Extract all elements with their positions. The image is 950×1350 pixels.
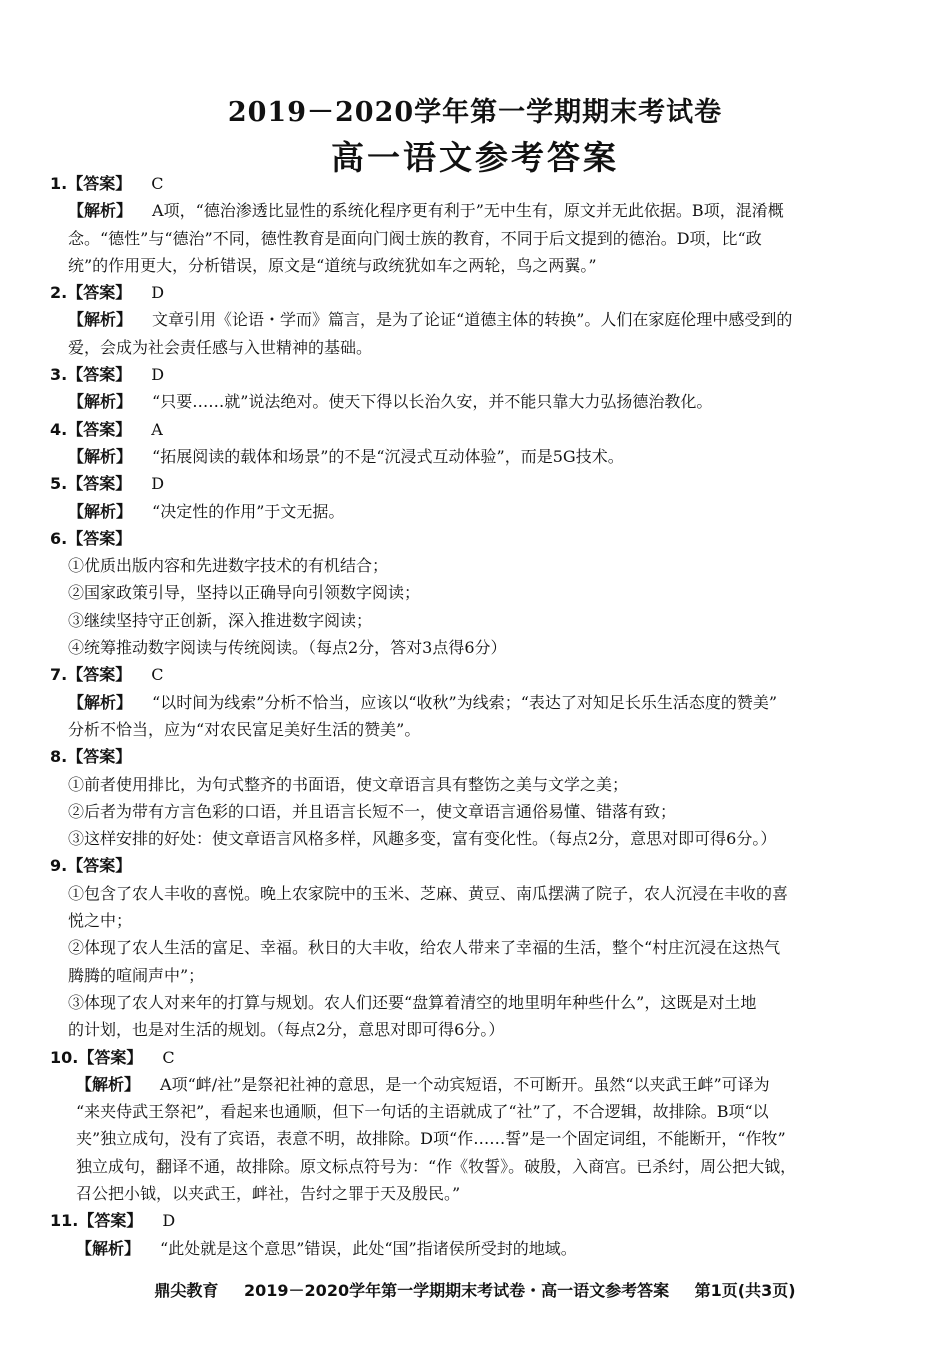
answer-label: 【答案】 <box>67 747 132 767</box>
answer-list <box>50 170 900 1262</box>
question-number: 5. <box>50 474 68 494</box>
answer-point: ③体现了农人对来年的打算与规划。农人们还要“盘算着清空的地里明年种些什么”，这既是对土地 <box>68 992 757 1012</box>
analysis-label: 【解析】 <box>68 201 133 221</box>
answer-choice: D <box>162 1211 176 1231</box>
question-number: 7. <box>50 665 68 685</box>
analysis-text: 统”的作用更大，分析错误，原文是“道统与政统犹如车之两轮，鸟之两翼。” <box>68 255 597 275</box>
analysis-line <box>50 306 900 333</box>
analysis-text: 念。“德性”与“德治”不同，德性教育是面向门阀士族的教育，不同于后文提到的德治。D项，比“政 <box>68 228 762 248</box>
analysis-text: “只要……就”说法绝对。使天下得以长治久安，并不能只靠大力弘扬德治教化。 <box>152 392 713 412</box>
answer-label: 【答案】 <box>67 474 132 494</box>
analysis-line <box>50 225 900 252</box>
answer-label: 【答案】 <box>78 1047 143 1067</box>
answer-label: 【答案】 <box>67 283 132 303</box>
analysis-line <box>50 1153 900 1180</box>
analysis-line <box>50 1098 900 1125</box>
answer-point: ①包含了农人丰收的喜悦。晚上农家院中的玉米、芝麻、黄豆、南瓜摆满了院子，农人沉浸在丰收的喜 <box>68 883 789 903</box>
question-number: 9. <box>50 856 68 876</box>
analysis-text: “决定性的作用”于文无据。 <box>152 501 345 521</box>
analysis-text: A项“衅/社”是祭祀社神的意思，是一个动宾短语，不可断开。虽然“以夹武王衅”可译为 <box>160 1074 770 1094</box>
question-answer-line <box>50 852 900 879</box>
answer-choice: D <box>151 474 165 494</box>
footer-publisher: 鼎尖教育 <box>154 1281 219 1300</box>
question-number: 8. <box>50 747 68 767</box>
analysis-line <box>50 252 900 279</box>
answer-label: 【答案】 <box>67 528 132 548</box>
question-answer-line <box>50 661 900 688</box>
answer-label: 【答案】 <box>67 174 132 193</box>
answer-point: ②国家政策引导，坚持以正确导向引领数字阅读； <box>68 583 421 603</box>
exam-title: 2019－2020学年第一学期期末考试卷 <box>227 97 723 128</box>
question-answer-line <box>50 170 900 197</box>
answer-point: 腾腾的喧闹声中”； <box>68 965 205 985</box>
analysis-text: 分析不恰当，应为“对农民富足美好生活的赞美”。 <box>68 719 421 739</box>
analysis-line <box>50 443 900 470</box>
analysis-label: 【解析】 <box>68 446 133 466</box>
analysis-text: “此处就是这个意思”错误，此处“国”指诸侯所受封的地域。 <box>160 1238 577 1258</box>
answer-label: 【答案】 <box>67 665 132 685</box>
question-answer-line <box>50 1207 900 1234</box>
answer-choice: D <box>151 283 165 303</box>
answer-point: ③这样安排的好处：使文章语言风格多样，风趣多变，富有变化性。（每点2分，意思对即可得6分。） <box>68 829 777 849</box>
answer-choice: C <box>162 1047 175 1067</box>
question-answer-line <box>50 1044 900 1071</box>
analysis-label: 【解析】 <box>68 392 133 412</box>
analysis-line <box>50 498 900 525</box>
analysis-line <box>50 334 900 361</box>
analysis-line <box>50 1180 900 1207</box>
analysis-line <box>50 197 900 224</box>
answer-key-title: 高一语文参考答案 <box>331 138 619 177</box>
question-answer-line <box>50 525 900 552</box>
answer-point: ②体现了农人生活的富足、幸福。秋日的大丰收，给农人带来了幸福的生活，整个“村庄沉浸在这热气 <box>68 938 781 958</box>
answer-point: 悦之中； <box>68 911 133 931</box>
analysis-text: 文章引用《论语・学而》篇言，是为了论证“道德主体的转换”。人们在家庭伦理中感受到的 <box>152 310 793 330</box>
answer-label: 【答案】 <box>67 856 132 876</box>
footer-page-number: 第1页(共3页) <box>694 1281 796 1300</box>
question-number: 10. <box>50 1047 79 1067</box>
analysis-line <box>50 1071 900 1098</box>
analysis-line <box>50 388 900 415</box>
question-number: 11. <box>50 1211 79 1231</box>
analysis-text: 夹”独立成句，没有了宾语，表意不明，故排除。D项“作……誓”是一个固定词组，不能断开，“作牧” <box>76 1129 786 1149</box>
answer-label: 【答案】 <box>67 365 132 385</box>
page-footer <box>0 1278 950 1301</box>
analysis-text: “拓展阅读的载体和场景”的不是“沉浸式互动体验”，而是5G技术。 <box>152 446 624 466</box>
question-number: 3. <box>50 365 68 385</box>
analysis-label: 【解析】 <box>68 310 133 330</box>
answer-point: ④统筹推动数字阅读与传统阅读。（每点2分，答对3点得6分） <box>68 638 507 658</box>
answer-choice: C <box>151 174 164 193</box>
question-number: 1. <box>50 174 68 193</box>
analysis-label: 【解析】 <box>68 501 133 521</box>
answer-label: 【答案】 <box>78 1211 143 1231</box>
answer-choice: A <box>151 419 163 439</box>
answer-choice: D <box>151 365 165 385</box>
analysis-text: A项，“德治渗透比显性的系统化程序更有利于”无中生有，原文并无此依据。B项，混淆概 <box>152 201 784 221</box>
analysis-text: 召公把小钺，以夹武王，衅社，告纣之罪于天及殷民。” <box>76 1183 461 1203</box>
question-answer-line <box>50 470 900 497</box>
question-answer-line <box>50 361 900 388</box>
question-number: 4. <box>50 419 68 439</box>
footer-title: 2019－2020学年第一学期期末考试卷・高一语文参考答案 <box>244 1281 670 1300</box>
question-number: 6. <box>50 528 68 548</box>
analysis-line <box>50 1235 900 1262</box>
analysis-text: “以时间为线索”分析不恰当，应该以“收秋”为线索；“表达了对知足长乐生活态度的赞美” <box>152 692 778 712</box>
analysis-label: 【解析】 <box>76 1238 141 1258</box>
answer-point: ③继续坚持守正创新，深入推进数字阅读； <box>68 610 373 630</box>
analysis-line <box>50 716 900 743</box>
question-number: 2. <box>50 283 68 303</box>
analysis-text: 爱，会成为社会责任感与入世精神的基础。 <box>68 337 373 357</box>
answer-choice: C <box>151 665 164 685</box>
answer-point: ②后者为带有方言色彩的口语，并且语言长短不一，使文章语言通俗易懂、错落有致； <box>68 801 677 821</box>
analysis-text: “来夹侍武王祭祀”，看起来也通顺，但下一句话的主语就成了“社”了，不合逻辑，故排除。B项“以 <box>76 1102 769 1122</box>
question-answer-line <box>50 416 900 443</box>
analysis-label: 【解析】 <box>76 1074 141 1094</box>
answer-label: 【答案】 <box>67 419 132 439</box>
answer-point: ①优质出版内容和先进数字技术的有机结合； <box>68 556 389 576</box>
answer-point: ①前者使用排比，为句式整齐的书面语，使文章语言具有整饬之美与文学之美； <box>68 774 629 794</box>
answer-point: 的计划，也是对生活的规划。（每点2分，意思对即可得6分。） <box>68 1020 505 1040</box>
question-answer-line <box>50 279 900 306</box>
question-answer-line <box>50 743 900 770</box>
analysis-line <box>50 1125 900 1152</box>
analysis-line <box>50 689 900 716</box>
analysis-label: 【解析】 <box>68 692 133 712</box>
analysis-text: 独立成句，翻译不通，故排除。原文标点符号为：“作《牧誓》。破殷，入商宫。已杀纣，周公把大钺， <box>76 1156 797 1176</box>
